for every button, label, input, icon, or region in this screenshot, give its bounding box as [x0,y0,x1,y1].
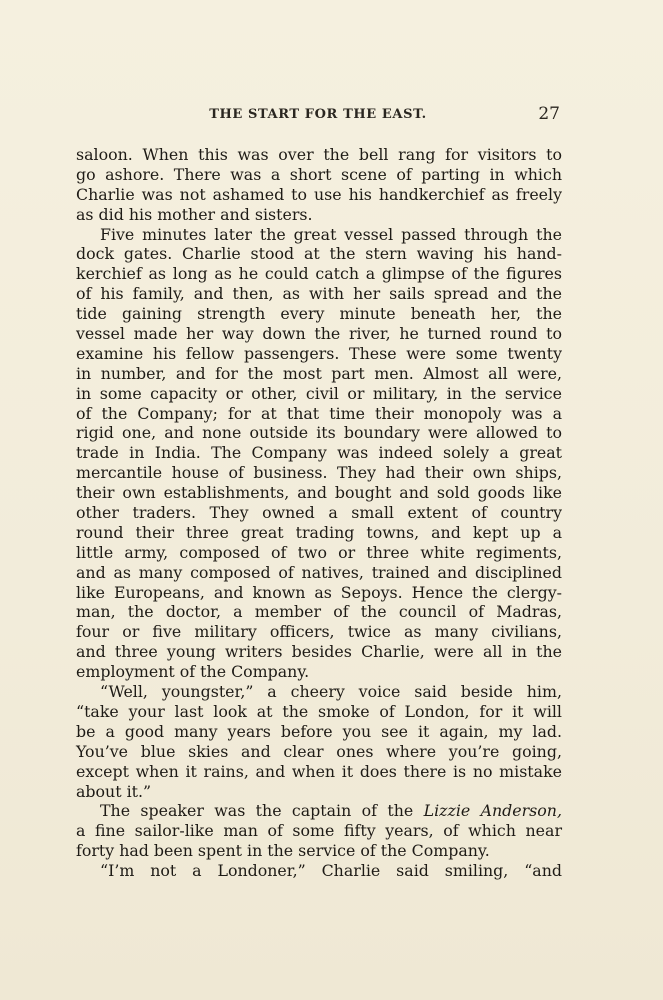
text-line [76,423,562,443]
text-line [76,225,562,245]
text-line-content: as did his mother and sisters. [76,204,313,224]
text-line [76,185,562,205]
text-line-content: round their three great trading towns, and kept up a [76,522,562,542]
text-line [76,762,562,782]
text-line-content: “take your last look at the smoke of London, for it will [76,701,562,721]
text-line [76,264,562,284]
text-line [76,722,562,742]
body-text [76,145,562,881]
text-line-content: forty had been spent in the service of the Company. [76,841,490,861]
text-line [76,503,562,523]
text-line [76,702,562,722]
text-line-content: of the Company; for at that time their monopoly was a [76,403,562,423]
text-line-content: Five minutes later the great vessel passed through the [100,224,562,244]
page-number: 27 [538,104,560,124]
text-line [76,324,562,344]
text-line-content: tide gaining strength every minute beneath her, the [76,304,562,324]
text-line [76,602,562,622]
text-line-content: a fine sailor-like man of some fifty years, of which near [76,821,562,841]
text-line [76,841,562,861]
page-header [76,104,560,128]
text-line-content: The speaker was the captain of the [100,801,424,821]
text-line-content: rigid one, and none outside its boundary were allowed to [76,423,562,443]
text-line [76,583,562,603]
text-line [76,364,562,384]
text-line-content: trade in India. The Company was indeed solely a great [76,443,562,463]
text-line-content: examine his fellow passengers. These were some twenty [76,343,562,363]
text-line-content: in number, and for the most part men. Almost all were, [76,363,562,383]
text-line [76,642,562,662]
text-line [76,344,562,364]
text-line [76,563,562,583]
text-line [76,782,562,802]
text-line-content: and as many composed of natives, trained and disciplined [76,562,562,582]
text-line [76,284,562,304]
text-line-content: Charlie was not ashamed to use his handkerchief as freely [76,184,562,204]
text-line-content: in some capacity or other, civil or military, in the service [76,383,562,403]
text-line [76,384,562,404]
text-line-content: “I’m not a Londoner,” Charlie said smiling, “and [100,861,562,881]
text-line [76,821,562,841]
text-line [76,742,562,762]
text-line-content: dock gates. Charlie stood at the stern waving his hand- [76,244,562,264]
text-line [76,543,562,563]
text-line-content: employment of the Company. [76,662,310,682]
text-line [76,483,562,503]
text-line-content: their own establishments, and bought and sold goods like [76,483,562,503]
text-line [76,662,562,682]
text-line [76,523,562,543]
text-line-content: kerchief as long as he could catch a glimpse of the figures [76,264,562,284]
text-line [76,205,562,225]
text-line [76,682,562,702]
text-line-content: and three young writers besides Charlie, were all in the [76,642,562,662]
text-line [76,165,562,185]
text-line [76,861,562,881]
text-line [76,145,562,165]
text-line [76,404,562,424]
running-title: THE START FOR THE EAST. [209,107,427,122]
text-line-content: be a good many years before you see it again, my lad. [76,721,562,741]
text-line-content: You’ve blue skies and clear ones where you’re going, [76,741,562,761]
text-line-content: four or five military officers, twice as many civilians, [76,622,562,642]
text-line-content: saloon. When this was over the bell rang for visitors to [76,145,562,164]
text-line [76,304,562,324]
text-line-content: like Europeans, and known as Sepoys. Hence the clergy- [76,582,562,602]
text-line-content: little army, composed of two or three white regiments, [76,542,562,562]
text-line [76,622,562,642]
text-line [76,463,562,483]
ship-name: Lizzie Anderson, [423,801,562,821]
text-line-content: except when it rains, and when it does there is no mistake [76,761,562,781]
text-line-content: mercantile house of business. They had their own ships, [76,463,562,483]
text-line-content: about it.” [76,781,152,801]
text-line-content: other traders. They owned a small extent of country [76,503,562,523]
text-line-content: vessel made her way down the river, he turned round to [76,324,562,344]
text-line-content: man, the doctor, a member of the council of Madras, [76,602,562,622]
text-line [76,801,562,821]
text-line-content: of his family, and then, as with her sails spread and the [76,284,562,304]
text-line [76,244,562,264]
text-line-content: go ashore. There was a short scene of parting in which [76,164,562,184]
text-line-content: “Well, youngster,” a cheery voice said beside him, [100,682,562,702]
text-line [76,443,562,463]
